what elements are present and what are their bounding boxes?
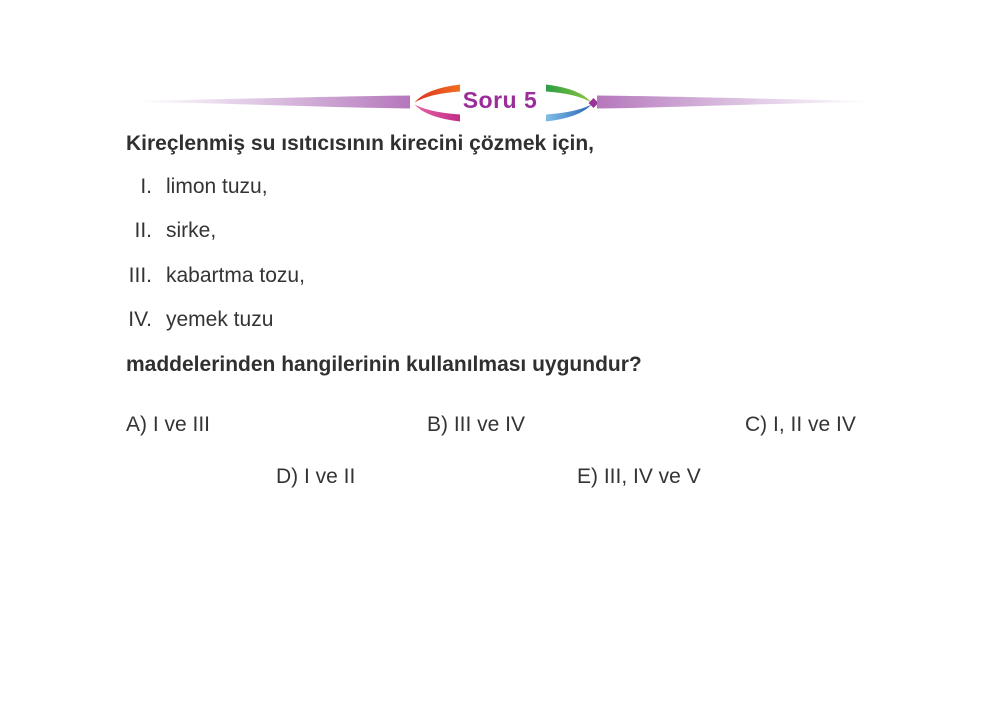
- question-intro: Kireçlenmiş su ısıtıcısının kirecini çözmek için,: [126, 132, 595, 155]
- list-item-text: kabartma tozu,: [166, 264, 305, 287]
- question-number-title: Soru 5: [462, 87, 538, 113]
- question-header: [0, 0, 1000, 130]
- header-bar-left-icon: [136, 89, 410, 117]
- list-item: [118, 218, 216, 244]
- list-item-numeral: I.: [140, 175, 152, 198]
- list-item-text: yemek tuzu: [166, 308, 274, 331]
- answer-option-c: C) I, II ve IV: [745, 413, 856, 436]
- header-flourish-right-icon: [545, 84, 599, 122]
- list-item-numeral: III.: [128, 264, 152, 287]
- list-item-numeral: IV.: [128, 308, 152, 331]
- list-item: [118, 174, 268, 200]
- answer-option-e: E) III, IV ve V: [577, 465, 701, 488]
- list-item-numeral: II.: [134, 219, 152, 242]
- list-item: [118, 307, 273, 333]
- answer-option-a: A) I ve III: [126, 413, 211, 436]
- answer-option-b: B) III ve IV: [427, 413, 526, 436]
- header-bar-right-icon: [597, 89, 869, 117]
- list-item: [118, 263, 305, 289]
- question-closing: maddelerinden hangilerinin kullanılması uygundur?: [126, 353, 642, 376]
- answer-option-d: D) I ve II: [276, 465, 356, 488]
- list-item-text: limon tuzu,: [166, 175, 268, 198]
- list-item-text: sirke,: [166, 219, 217, 242]
